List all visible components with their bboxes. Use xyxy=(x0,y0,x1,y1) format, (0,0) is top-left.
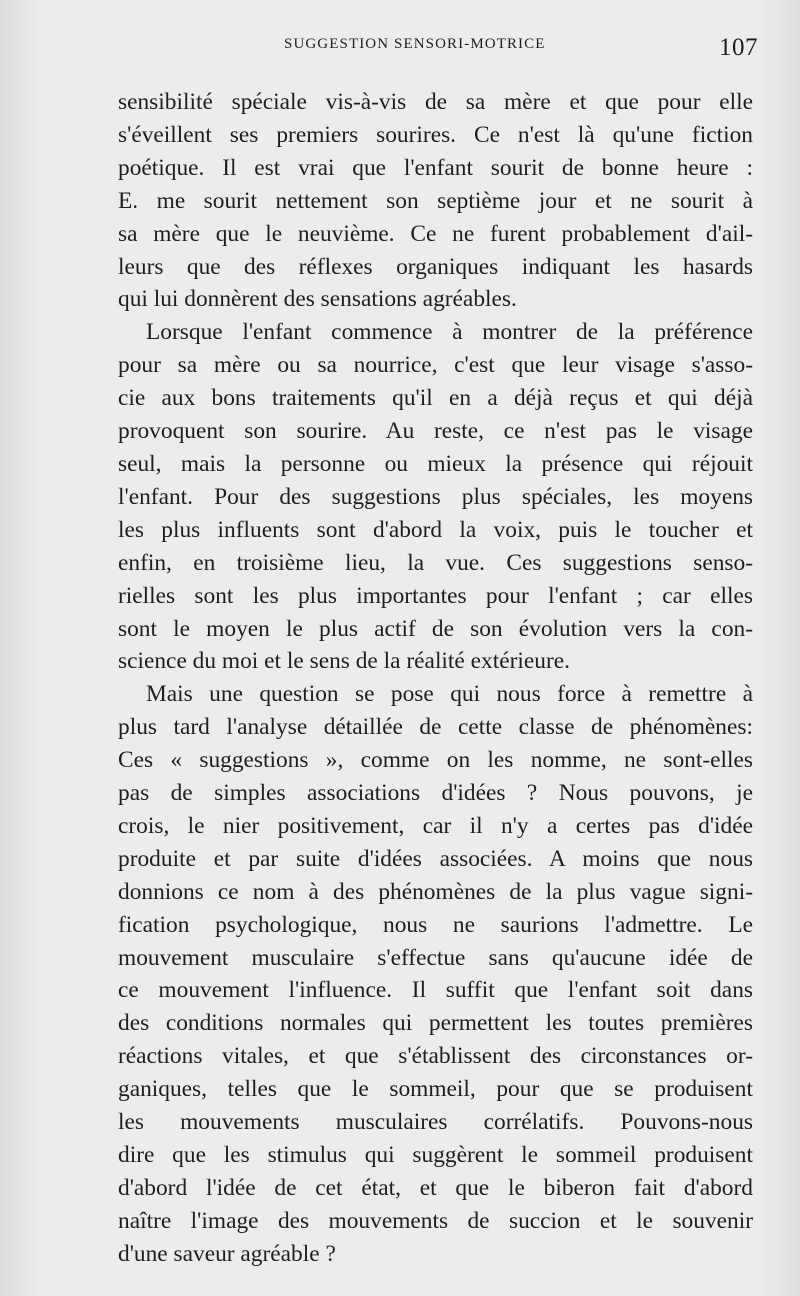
text-line: s'éveillent ses premiers sourires. Ce n'est là qu'une fiction xyxy=(118,121,753,148)
text-line: Mais une question se pose qui nous force à remettre à xyxy=(146,681,753,708)
text-line: naître l'image des mouvements de succion et le souvenir xyxy=(118,1207,753,1234)
text-line: rielles sont les plus importantes pour l'enfant ; car elles xyxy=(118,582,753,609)
text-line: dire que les stimulus qui suggèrent le sommeil produisent xyxy=(118,1142,753,1168)
text-line: des conditions normales qui permettent les toutes premières xyxy=(118,1010,753,1037)
text-line: qui lui donnèrent des sensations agréables. xyxy=(118,286,517,313)
paragraph xyxy=(118,316,753,678)
text-line: cie aux bons traitements qu'il en a déjà reçus et qui déjà xyxy=(118,385,753,412)
text-line: Lorsque l'enfant commence à montrer de la préférence xyxy=(146,319,753,346)
text-line: sensibilité spéciale vis-à-vis de sa mère et que pour elle xyxy=(118,89,753,115)
text-line: crois, le nier positivement, car il n'y a certes pas d'idée xyxy=(118,812,753,839)
text-line: réactions vitales, et que s'établissent des circonstances or- xyxy=(118,1043,753,1070)
text-line: pas de simples associations d'idées ? Nous pouvons, je xyxy=(118,780,753,807)
paragraph xyxy=(118,678,753,1270)
running-title: SUGGESTION SENSORI-MOTRICE xyxy=(284,36,546,52)
text-line: leurs que des réflexes organiques indiquant les hasards xyxy=(118,253,753,280)
paragraph xyxy=(118,86,753,316)
page-left-shadow xyxy=(0,0,40,1296)
text-line: fication psychologique, nous ne saurions l'admettre. Le xyxy=(118,911,753,938)
text-line: seul, mais la personne ou mieux la présence qui réjouit xyxy=(118,450,753,477)
text-line: les mouvements musculaires corrélatifs. Pouvons-nous xyxy=(118,1109,753,1136)
text-line: d'abord l'idée de cet état, et que le biberon fait d'abord xyxy=(118,1174,753,1201)
text-line: sont le moyen le plus actif de son évolution vers la con- xyxy=(118,615,753,642)
running-header xyxy=(118,34,768,64)
text-line: provoquent son sourire. Au reste, ce n'est pas le visage xyxy=(118,418,753,445)
text-line: pour sa mère ou sa nourrice, c'est que leur visage s'asso- xyxy=(118,352,753,379)
text-line: E. me sourit nettement son septième jour et ne sourit à xyxy=(118,187,753,214)
text-line: d'une saveur agréable ? xyxy=(118,1240,336,1267)
text-line: plus tard l'analyse détaillée de cette classe de phénomènes: xyxy=(118,714,753,741)
text-line: produite et par suite d'idées associées. A moins que nous xyxy=(118,845,753,872)
text-line: poétique. Il est vrai que l'enfant sourit de bonne heure : xyxy=(118,154,753,181)
page-number: 107 xyxy=(719,34,758,61)
text-line: science du moi et le sens de la réalité extérieure. xyxy=(118,648,571,675)
page-right-shadow xyxy=(760,0,800,1296)
text-line: Ces « suggestions », comme on les nomme, ne sont-elles xyxy=(118,747,753,774)
text-line: l'enfant. Pour des suggestions plus spéciales, les moyens xyxy=(118,483,753,510)
body-text xyxy=(118,86,753,1271)
text-line: mouvement musculaire s'effectue sans qu'aucune idée de xyxy=(118,944,753,971)
text-line: les plus influents sont d'abord la voix, puis le toucher et xyxy=(118,516,753,543)
text-line: ganiques, telles que le sommeil, pour que se produisent xyxy=(118,1076,753,1103)
text-line: enfin, en troisième lieu, la vue. Ces suggestions senso- xyxy=(118,549,753,576)
text-line: sa mère que le neuvième. Ce ne furent probablement d'ail- xyxy=(118,220,753,247)
text-line: ce mouvement l'influence. Il suffit que l'enfant soit dans xyxy=(118,977,753,1004)
text-line: donnions ce nom à des phénomènes de la plus vague signi- xyxy=(118,878,753,905)
